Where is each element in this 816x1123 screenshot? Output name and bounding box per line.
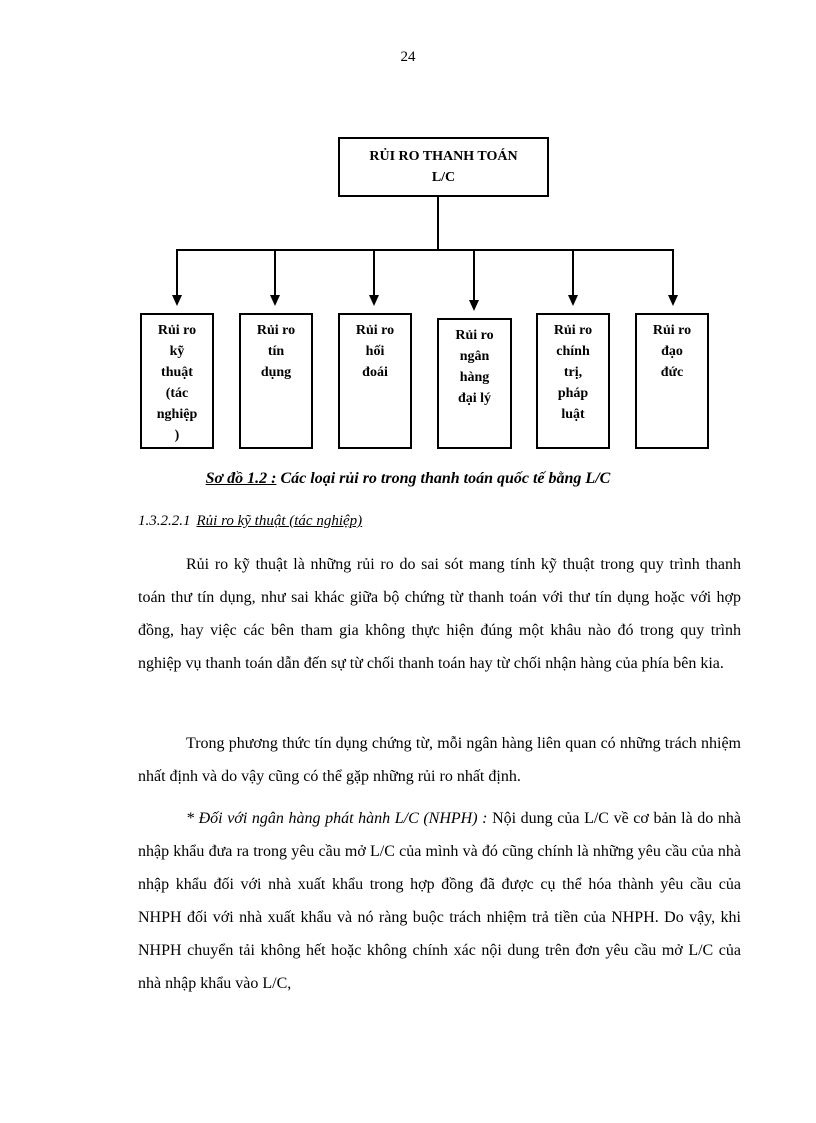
arrow-down-icon: [568, 295, 578, 306]
connector-drop-4: [473, 250, 475, 300]
paragraph-3-lead: * Đối với ngân hàng phát hành L/C (NHPH) :: [186, 810, 488, 827]
arrow-down-icon: [172, 295, 182, 306]
diagram-root-box: [338, 137, 549, 197]
paragraph-3-body: Nội dung của L/C về cơ bản là do nhà nhập khẩu đưa ra trong yêu cầu mở L/C của mình và đó cũng chính là những yêu cầu của nhà nhập khẩu đối với nhà xuất khẩu trong hợp đồng đã được cụ thể hóa thành yêu cầu của NHPH đối với nhà xuất khẩu và nó ràng buộc trách nhiệm trả tiền của NHPH. Do vậy, khi NHPH chuyển tải không hết hoặc không chính xác nội dung trên đơn yêu cầu mở L/C của nhà nhập khẩu vào L/C,: [138, 810, 741, 992]
page-number: 24: [400, 49, 416, 65]
risk-box-exchange: Rủi ro hối đoái: [338, 313, 412, 449]
risk-box-political-legal: Rủi ro chính trị, pháp luật: [536, 313, 610, 449]
diagram-caption: [0, 470, 816, 488]
caption-text: Các loại rủi ro trong thanh toán quốc tế bằng L/C: [276, 470, 611, 487]
risk-diagram: [0, 0, 816, 470]
connector-drop-2: [274, 250, 276, 295]
caption-label: Sơ đồ 1.2 :: [205, 470, 277, 487]
connector-drop-1: [176, 250, 178, 295]
connector-horizontal: [176, 249, 674, 251]
connector-drop-6: [672, 250, 674, 295]
risk-box-agent-bank: Rủi ro ngân hàng đại lý: [437, 318, 512, 449]
section-title: Rủi ro kỹ thuật (tác nghiệp): [196, 513, 363, 529]
paragraph-3: [138, 802, 741, 1000]
diagram-root-label: RỦI RO THANH TOÁN L/C: [369, 149, 518, 185]
connector-trunk: [437, 197, 439, 250]
connector-drop-3: [373, 250, 375, 295]
paragraph-2: Trong phương thức tín dụng chứng từ, mỗi ngân hàng liên quan có những trách nhiệm nhất định và do vậy cũng có thể gặp những rủi ro nhất định.: [138, 735, 741, 785]
arrow-down-icon: [668, 295, 678, 306]
paragraph-1: Rủi ro kỹ thuật là những rủi ro do sai sót mang tính kỹ thuật trong quy trình thanh toán thư tín dụng, như sai khác giữa bộ chứng từ thanh toán với thư tín dụng hoặc với hợp đồng, hay việc các bên tham gia không thực hiện đúng một khâu nào đó trong quy trình nghiệp vụ thanh toán dẫn đến sự từ chối thanh toán hay từ chối nhận hàng của phía bên kia.: [138, 556, 741, 672]
risk-box-ethics: Rủi ro đạo đức: [635, 313, 709, 449]
connector-drop-5: [572, 250, 574, 295]
section-number: 1.3.2.2.1: [138, 513, 191, 529]
risk-box-technical: Rủi ro kỹ thuật (tác nghiệp ): [140, 313, 214, 449]
arrow-down-icon: [369, 295, 379, 306]
arrow-down-icon: [469, 300, 479, 311]
section-heading: [138, 513, 362, 530]
arrow-down-icon: [270, 295, 280, 306]
risk-box-credit: Rủi ro tín dụng: [239, 313, 313, 449]
